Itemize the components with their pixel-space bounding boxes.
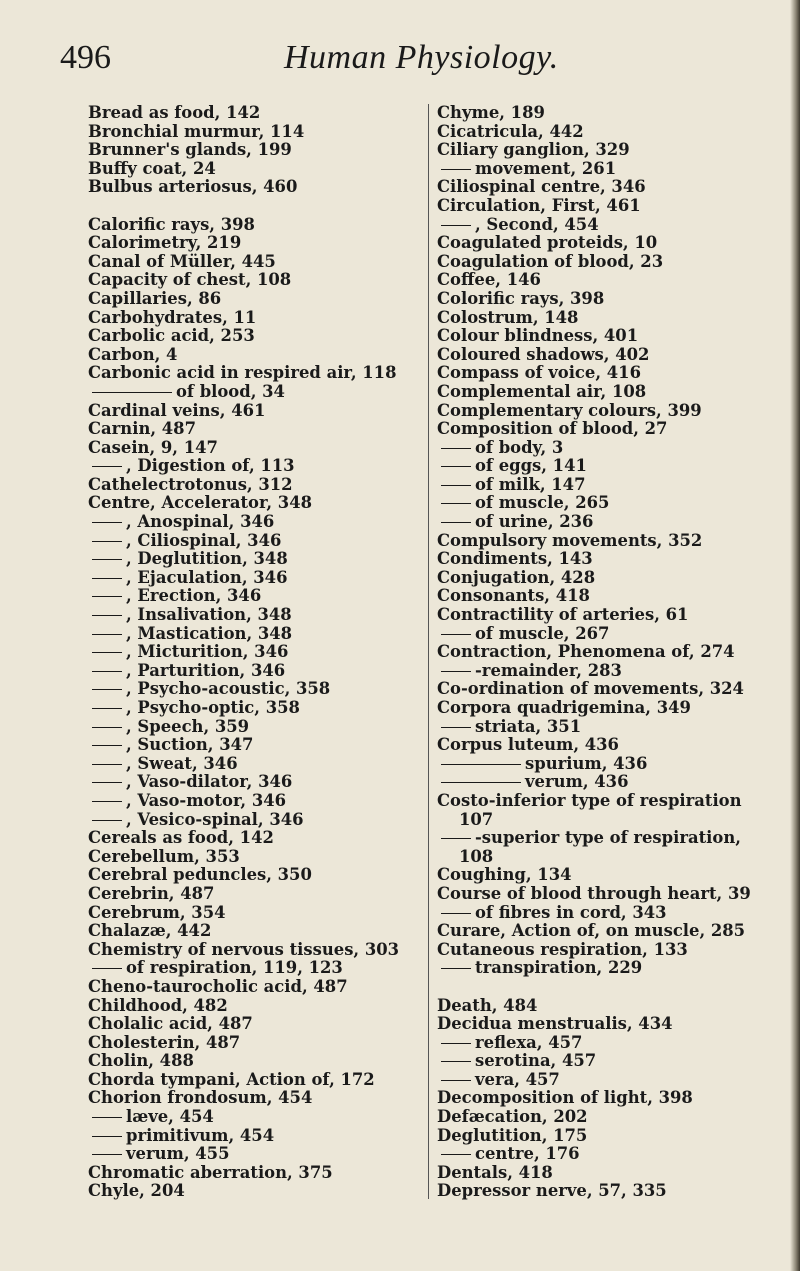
index-entry xyxy=(88,866,406,885)
index-entry xyxy=(88,587,406,606)
index-entry-text: Centre, Accelerator, 348 xyxy=(88,493,313,513)
ditto-dash xyxy=(92,466,122,467)
ditto-dash xyxy=(92,634,122,635)
running-title: Human Physiology. xyxy=(284,39,559,76)
index-entry-text: Carbon, 4 xyxy=(88,344,178,364)
index-entry-text: Complemental air, 108 xyxy=(437,381,647,401)
index-entry xyxy=(437,848,799,867)
index-entry xyxy=(437,662,799,681)
index-entry xyxy=(437,792,799,811)
index-entry-text: Cereals as food, 142 xyxy=(88,828,274,848)
index-entry xyxy=(437,141,799,160)
index-entry-text: Costo-inferior type of respiration xyxy=(437,790,742,810)
index-entry xyxy=(88,1127,406,1146)
index-entry xyxy=(437,625,799,644)
ditto-dash xyxy=(441,503,471,504)
index-entry-text: verum, 436 xyxy=(525,772,629,792)
index-entry-text: Curare, Action of, on muscle, 285 xyxy=(437,921,746,941)
index-entry xyxy=(437,866,799,885)
index-entry xyxy=(437,997,799,1016)
index-entry-text: reflexa, 457 xyxy=(475,1032,583,1052)
index-entry xyxy=(88,234,406,253)
index-column-right xyxy=(428,104,799,1199)
index-entry xyxy=(88,364,406,383)
index-entry xyxy=(88,997,406,1016)
ditto-dash xyxy=(92,596,122,597)
index-entry xyxy=(437,941,799,960)
index-entry-text: of milk, 147 xyxy=(475,474,586,494)
index-entry-text: Carbolic acid, 253 xyxy=(88,326,255,346)
index-entry xyxy=(437,755,799,774)
index-entry-text: Cerebrum, 354 xyxy=(88,902,226,922)
index-entry-text: , Suction, 347 xyxy=(126,735,254,755)
index-entry-text: of muscle, 265 xyxy=(475,493,610,513)
page-binding-edge xyxy=(790,0,800,1271)
ditto-dash xyxy=(92,522,122,523)
index-entry xyxy=(88,718,406,737)
section-gap xyxy=(437,978,799,997)
index-entry xyxy=(437,569,799,588)
index-entry xyxy=(88,216,406,235)
index-entry xyxy=(437,1145,799,1164)
index-entry xyxy=(88,309,406,328)
index-entry xyxy=(88,829,406,848)
index-entry-text: transpiration, 229 xyxy=(475,958,643,978)
index-entry-text: Cholalic acid, 487 xyxy=(88,1014,253,1034)
index-entry-text: serotina, 457 xyxy=(475,1051,597,1071)
index-entry xyxy=(437,1089,799,1108)
index-entry xyxy=(88,736,406,755)
index-entry xyxy=(88,959,406,978)
index-entry-text: Capacity of chest, 108 xyxy=(88,270,292,290)
index-entry-text: , Deglutition, 348 xyxy=(126,549,288,569)
index-entry-text: Ciliary ganglion, 329 xyxy=(437,140,630,160)
page-header xyxy=(60,38,559,78)
index-entry-text: Consonants, 418 xyxy=(437,586,590,606)
index-entry xyxy=(437,736,799,755)
index-entry xyxy=(437,234,799,253)
index-entry-text: of muscle, 267 xyxy=(475,623,610,643)
index-entry xyxy=(88,755,406,774)
index-entry xyxy=(88,346,406,365)
index-entry-text: , Micturition, 346 xyxy=(126,642,289,662)
index-entry xyxy=(88,327,406,346)
ditto-dash xyxy=(92,1154,122,1155)
index-entry xyxy=(88,550,406,569)
index-entry-text: Condiments, 143 xyxy=(437,549,593,569)
index-entry-text: Ciliospinal centre, 346 xyxy=(437,177,646,197)
index-entry xyxy=(88,699,406,718)
index-entry-text: Chalazæ, 442 xyxy=(88,921,212,941)
ditto-dash xyxy=(441,968,471,969)
ditto-dash xyxy=(441,448,471,449)
index-entry-text: Coagulated proteids, 10 xyxy=(437,233,658,253)
index-entry xyxy=(88,811,406,830)
ditto-dash xyxy=(92,801,122,802)
index-entry xyxy=(437,290,799,309)
index-entry xyxy=(437,904,799,923)
index-entry-text: Bread as food, 142 xyxy=(88,103,261,122)
ditto-dash xyxy=(92,820,122,821)
index-entry-text: , Insalivation, 348 xyxy=(126,605,292,625)
index-entry-text: movement, 261 xyxy=(475,158,617,178)
ditto-dash xyxy=(92,559,122,560)
index-entry xyxy=(88,569,406,588)
index-entry xyxy=(437,457,799,476)
index-entry-text: Cheno-taurocholic acid, 487 xyxy=(88,976,348,996)
index-entry-text: of body, 3 xyxy=(475,437,564,457)
index-entry xyxy=(88,513,406,532)
index-entry-text: Contraction, Phenomena of, 274 xyxy=(437,642,735,662)
index-entry-text: Cardinal veins, 461 xyxy=(88,400,266,420)
index-entry xyxy=(88,941,406,960)
index-entry-text: Colostrum, 148 xyxy=(437,307,579,327)
index-entry xyxy=(437,253,799,272)
ditto-dash xyxy=(92,745,122,746)
index-entry xyxy=(437,476,799,495)
index-entry-text: Chorion frondosum, 454 xyxy=(88,1088,313,1108)
index-entry xyxy=(88,271,406,290)
index-entry-text: , Parturition, 346 xyxy=(126,660,286,680)
index-entry xyxy=(88,922,406,941)
index-entry-text: Course of blood through heart, 39 xyxy=(437,883,751,903)
index-entry xyxy=(88,420,406,439)
index-entry xyxy=(88,606,406,625)
index-entry-text: , Mastication, 348 xyxy=(126,623,293,643)
index-entry-text: Dentals, 418 xyxy=(437,1162,553,1182)
index-entry-text: -superior type of respiration, xyxy=(475,828,741,848)
index-entry xyxy=(437,922,799,941)
index-entry-text: Cutaneous respiration, 133 xyxy=(437,939,688,959)
ditto-dash xyxy=(441,522,471,523)
index-entry xyxy=(437,1127,799,1146)
index-entry-text: Decidua menstrualis, 434 xyxy=(437,1014,673,1034)
index-entry-text: Cicatricula, 442 xyxy=(437,121,584,141)
index-entry xyxy=(88,160,406,179)
ditto-dash xyxy=(92,1117,122,1118)
index-entry-text: Co-ordination of movements, 324 xyxy=(437,679,744,699)
ditto-dash xyxy=(92,615,122,616)
index-entry xyxy=(437,1052,799,1071)
index-entry-text: , Psycho-optic, 358 xyxy=(126,698,300,717)
index-entry-text: Compulsory movements, 352 xyxy=(437,530,703,550)
index-entry-text: , Vaso-dilator, 346 xyxy=(126,772,293,792)
index-entry xyxy=(437,197,799,216)
index-entry xyxy=(437,1108,799,1127)
index-entry-text: Coughing, 134 xyxy=(437,865,572,885)
section-gap xyxy=(88,197,406,216)
index-entry xyxy=(88,1015,406,1034)
index-entry xyxy=(88,1164,406,1183)
index-entry xyxy=(437,811,799,830)
index-entry-text: , Erection, 346 xyxy=(126,586,262,606)
index-entry-text: of urine, 236 xyxy=(475,512,594,532)
ditto-dash xyxy=(92,764,122,765)
index-entry-text: Coffee, 146 xyxy=(437,270,541,290)
index-entry-text: -remainder, 283 xyxy=(475,660,622,680)
index-entry xyxy=(437,346,799,365)
index-entry-text: Cholin, 488 xyxy=(88,1051,194,1071)
ditto-dash xyxy=(441,225,471,226)
ditto-dash xyxy=(441,1080,471,1081)
index-entry-text: , Speech, 359 xyxy=(126,716,250,736)
index-entry xyxy=(88,402,406,421)
index-entry xyxy=(88,1089,406,1108)
index-entry-text: Corpora quadrigemina, 349 xyxy=(437,698,691,717)
index-entry-text: , Vesico-spinal, 346 xyxy=(126,809,304,829)
index-entry xyxy=(437,271,799,290)
index-entry xyxy=(88,792,406,811)
index-entry xyxy=(88,178,406,197)
index-entry xyxy=(437,402,799,421)
index-entry xyxy=(437,160,799,179)
index-entry-text: Chemistry of nervous tissues, 303 xyxy=(88,939,400,959)
index-entry xyxy=(88,1182,406,1201)
index-entry-text: 107 xyxy=(459,809,494,829)
index-entry-text: , Anospinal, 346 xyxy=(126,512,275,532)
ditto-dash xyxy=(441,764,521,765)
index-entry xyxy=(437,550,799,569)
index-entry-text: , Second, 454 xyxy=(475,214,599,234)
ditto-dash xyxy=(92,652,122,653)
index-entry xyxy=(88,123,406,142)
index-entry xyxy=(88,476,406,495)
index-entry xyxy=(437,327,799,346)
ditto-dash xyxy=(441,466,471,467)
index-entry xyxy=(437,885,799,904)
index-entry xyxy=(437,420,799,439)
index-entry-text: Childhood, 482 xyxy=(88,995,228,1015)
index-column-left xyxy=(88,104,406,1201)
index-entry xyxy=(437,123,799,142)
index-entry xyxy=(437,1164,799,1183)
index-entry xyxy=(437,178,799,197)
index-entry xyxy=(88,1145,406,1164)
index-entry-text: Carbohydrates, 11 xyxy=(88,307,257,327)
index-entry xyxy=(88,773,406,792)
index-entry xyxy=(437,364,799,383)
index-entry-text: Conjugation, 428 xyxy=(437,567,596,587)
index-entry xyxy=(437,494,799,513)
index-entry xyxy=(437,1034,799,1053)
index-entry-text: Defæcation, 202 xyxy=(437,1107,588,1127)
index-entry-text: vera, 457 xyxy=(475,1069,560,1089)
index-entry xyxy=(437,643,799,662)
index-entry xyxy=(88,439,406,458)
index-entry-text: Colorific rays, 398 xyxy=(437,288,605,308)
index-entry xyxy=(437,1015,799,1034)
index-entry-text: Death, 484 xyxy=(437,995,538,1015)
index-entry xyxy=(88,1034,406,1053)
ditto-dash xyxy=(92,541,122,542)
index-entry xyxy=(437,680,799,699)
ditto-dash xyxy=(92,392,172,393)
index-entry-text: Carbonic acid in respired air, 118 xyxy=(88,363,397,383)
index-entry-text: , Vaso-motor, 346 xyxy=(126,790,287,810)
index-entry-text: primitivum, 454 xyxy=(126,1125,275,1145)
ditto-dash xyxy=(441,1154,471,1155)
ditto-dash xyxy=(92,1136,122,1137)
index-entry-text: Casein, 9, 147 xyxy=(88,437,218,457)
ditto-dash xyxy=(92,689,122,690)
index-entry-text: Cerebellum, 353 xyxy=(88,846,240,866)
index-entry xyxy=(88,643,406,662)
ditto-dash xyxy=(92,671,122,672)
index-entry xyxy=(88,848,406,867)
index-entry-text: of respiration, 119, 123 xyxy=(126,958,343,978)
index-entry xyxy=(437,606,799,625)
index-entry xyxy=(437,104,799,123)
index-entry-text: striata, 351 xyxy=(475,716,582,736)
index-entry xyxy=(88,680,406,699)
index-entry xyxy=(88,625,406,644)
index-entry xyxy=(88,141,406,160)
index-entry-text: Contractility of arteries, 61 xyxy=(437,605,689,625)
index-entry-text: Decomposition of light, 398 xyxy=(437,1088,693,1108)
index-entry xyxy=(437,216,799,235)
ditto-dash xyxy=(441,1061,471,1062)
index-entry xyxy=(88,383,406,402)
index-entry xyxy=(88,253,406,272)
index-entry-text: , Sweat, 346 xyxy=(126,753,238,773)
index-entry xyxy=(88,1108,406,1127)
index-entry-text: Composition of blood, 27 xyxy=(437,419,668,439)
index-entry-text: Circulation, First, 461 xyxy=(437,195,641,215)
index-entry xyxy=(88,494,406,513)
index-entry xyxy=(437,383,799,402)
index-entry xyxy=(437,587,799,606)
index-entry-text: of eggs, 141 xyxy=(475,456,587,476)
index-entry-text: Depressor nerve, 57, 335 xyxy=(437,1181,667,1201)
index-entry xyxy=(437,1071,799,1090)
index-entry xyxy=(437,1182,799,1201)
index-entry xyxy=(88,662,406,681)
index-entry-text: Calorimetry, 219 xyxy=(88,233,242,253)
index-entry xyxy=(88,104,406,123)
index-entry-text: , Ejaculation, 346 xyxy=(126,567,288,587)
ditto-dash xyxy=(92,727,122,728)
index-entry-text: Buffy coat, 24 xyxy=(88,158,216,178)
index-entry xyxy=(88,1052,406,1071)
index-entry xyxy=(437,513,799,532)
index-entry-text: Chyle, 204 xyxy=(88,1181,185,1201)
ditto-dash xyxy=(441,169,471,170)
ditto-dash xyxy=(92,578,122,579)
ditto-dash xyxy=(441,913,471,914)
index-entry-text: verum, 455 xyxy=(126,1144,230,1164)
index-entry xyxy=(88,1071,406,1090)
index-entry xyxy=(437,773,799,792)
index-entry-text: Cathelectrotonus, 312 xyxy=(88,474,293,494)
index-entry-text: Deglutition, 175 xyxy=(437,1125,588,1145)
index-entry-text: Compass of voice, 416 xyxy=(437,363,641,383)
index-entry-text: Complementary colours, 399 xyxy=(437,400,702,420)
index-entry xyxy=(437,959,799,978)
index-entry xyxy=(437,532,799,551)
ditto-dash xyxy=(441,1043,471,1044)
index-entry xyxy=(88,532,406,551)
index-entry-text: Cerebral peduncles, 350 xyxy=(88,865,312,885)
index-entry-text: spurium, 436 xyxy=(525,753,648,773)
index-entry-text: Bulbus arteriosus, 460 xyxy=(88,177,298,197)
index-entry xyxy=(88,457,406,476)
index-entry-text: Corpus luteum, 436 xyxy=(437,735,619,755)
ditto-dash xyxy=(92,708,122,709)
page-number: 496 xyxy=(60,39,111,76)
ditto-dash xyxy=(92,782,122,783)
ditto-dash xyxy=(441,671,471,672)
ditto-dash xyxy=(441,634,471,635)
index-entry xyxy=(437,829,799,848)
index-entry-text: Cerebrin, 487 xyxy=(88,883,215,903)
index-entry-text: Carnin, 487 xyxy=(88,419,196,439)
index-entry-text: of fibres in cord, 343 xyxy=(475,902,667,922)
ditto-dash xyxy=(441,838,471,839)
index-entry xyxy=(437,309,799,328)
index-entry-text: , Digestion of, 113 xyxy=(126,456,295,476)
ditto-dash xyxy=(441,485,471,486)
ditto-dash xyxy=(441,782,521,783)
index-entry-text: Cholesterin, 487 xyxy=(88,1032,241,1052)
index-entry-text: , Psycho-acoustic, 358 xyxy=(126,679,331,699)
index-entry xyxy=(88,978,406,997)
index-entry-text: Calorific rays, 398 xyxy=(88,214,255,234)
index-entry-text: Brunner's glands, 199 xyxy=(88,140,292,160)
index-entry xyxy=(88,904,406,923)
index-entry-text: Bronchial murmur, 114 xyxy=(88,121,305,141)
index-entry-text: Canal of Müller, 445 xyxy=(88,251,276,271)
index-entry-text: centre, 176 xyxy=(475,1144,580,1164)
index-entry xyxy=(437,699,799,718)
index-entry-text: Chorda tympani, Action of, 172 xyxy=(88,1069,375,1089)
index-entry-text: 108 xyxy=(459,846,494,866)
ditto-dash xyxy=(441,727,471,728)
index-entry-text: Colour blindness, 401 xyxy=(437,326,639,346)
index-entry-text: Capillaries, 86 xyxy=(88,288,222,308)
index-entry-text: Chromatic aberration, 375 xyxy=(88,1162,333,1182)
index-entry xyxy=(437,718,799,737)
index-entry xyxy=(88,290,406,309)
index-entry xyxy=(88,885,406,904)
index-entry-text: Coagulation of blood, 23 xyxy=(437,251,664,271)
index-entry xyxy=(437,439,799,458)
index-entry-text: Chyme, 189 xyxy=(437,103,545,122)
index-entry-text: of blood, 34 xyxy=(176,381,285,401)
index-entry-text: , Ciliospinal, 346 xyxy=(126,530,282,550)
index-entry-text: Coloured shadows, 402 xyxy=(437,344,650,364)
ditto-dash xyxy=(92,968,122,969)
index-entry-text: læve, 454 xyxy=(126,1107,214,1127)
